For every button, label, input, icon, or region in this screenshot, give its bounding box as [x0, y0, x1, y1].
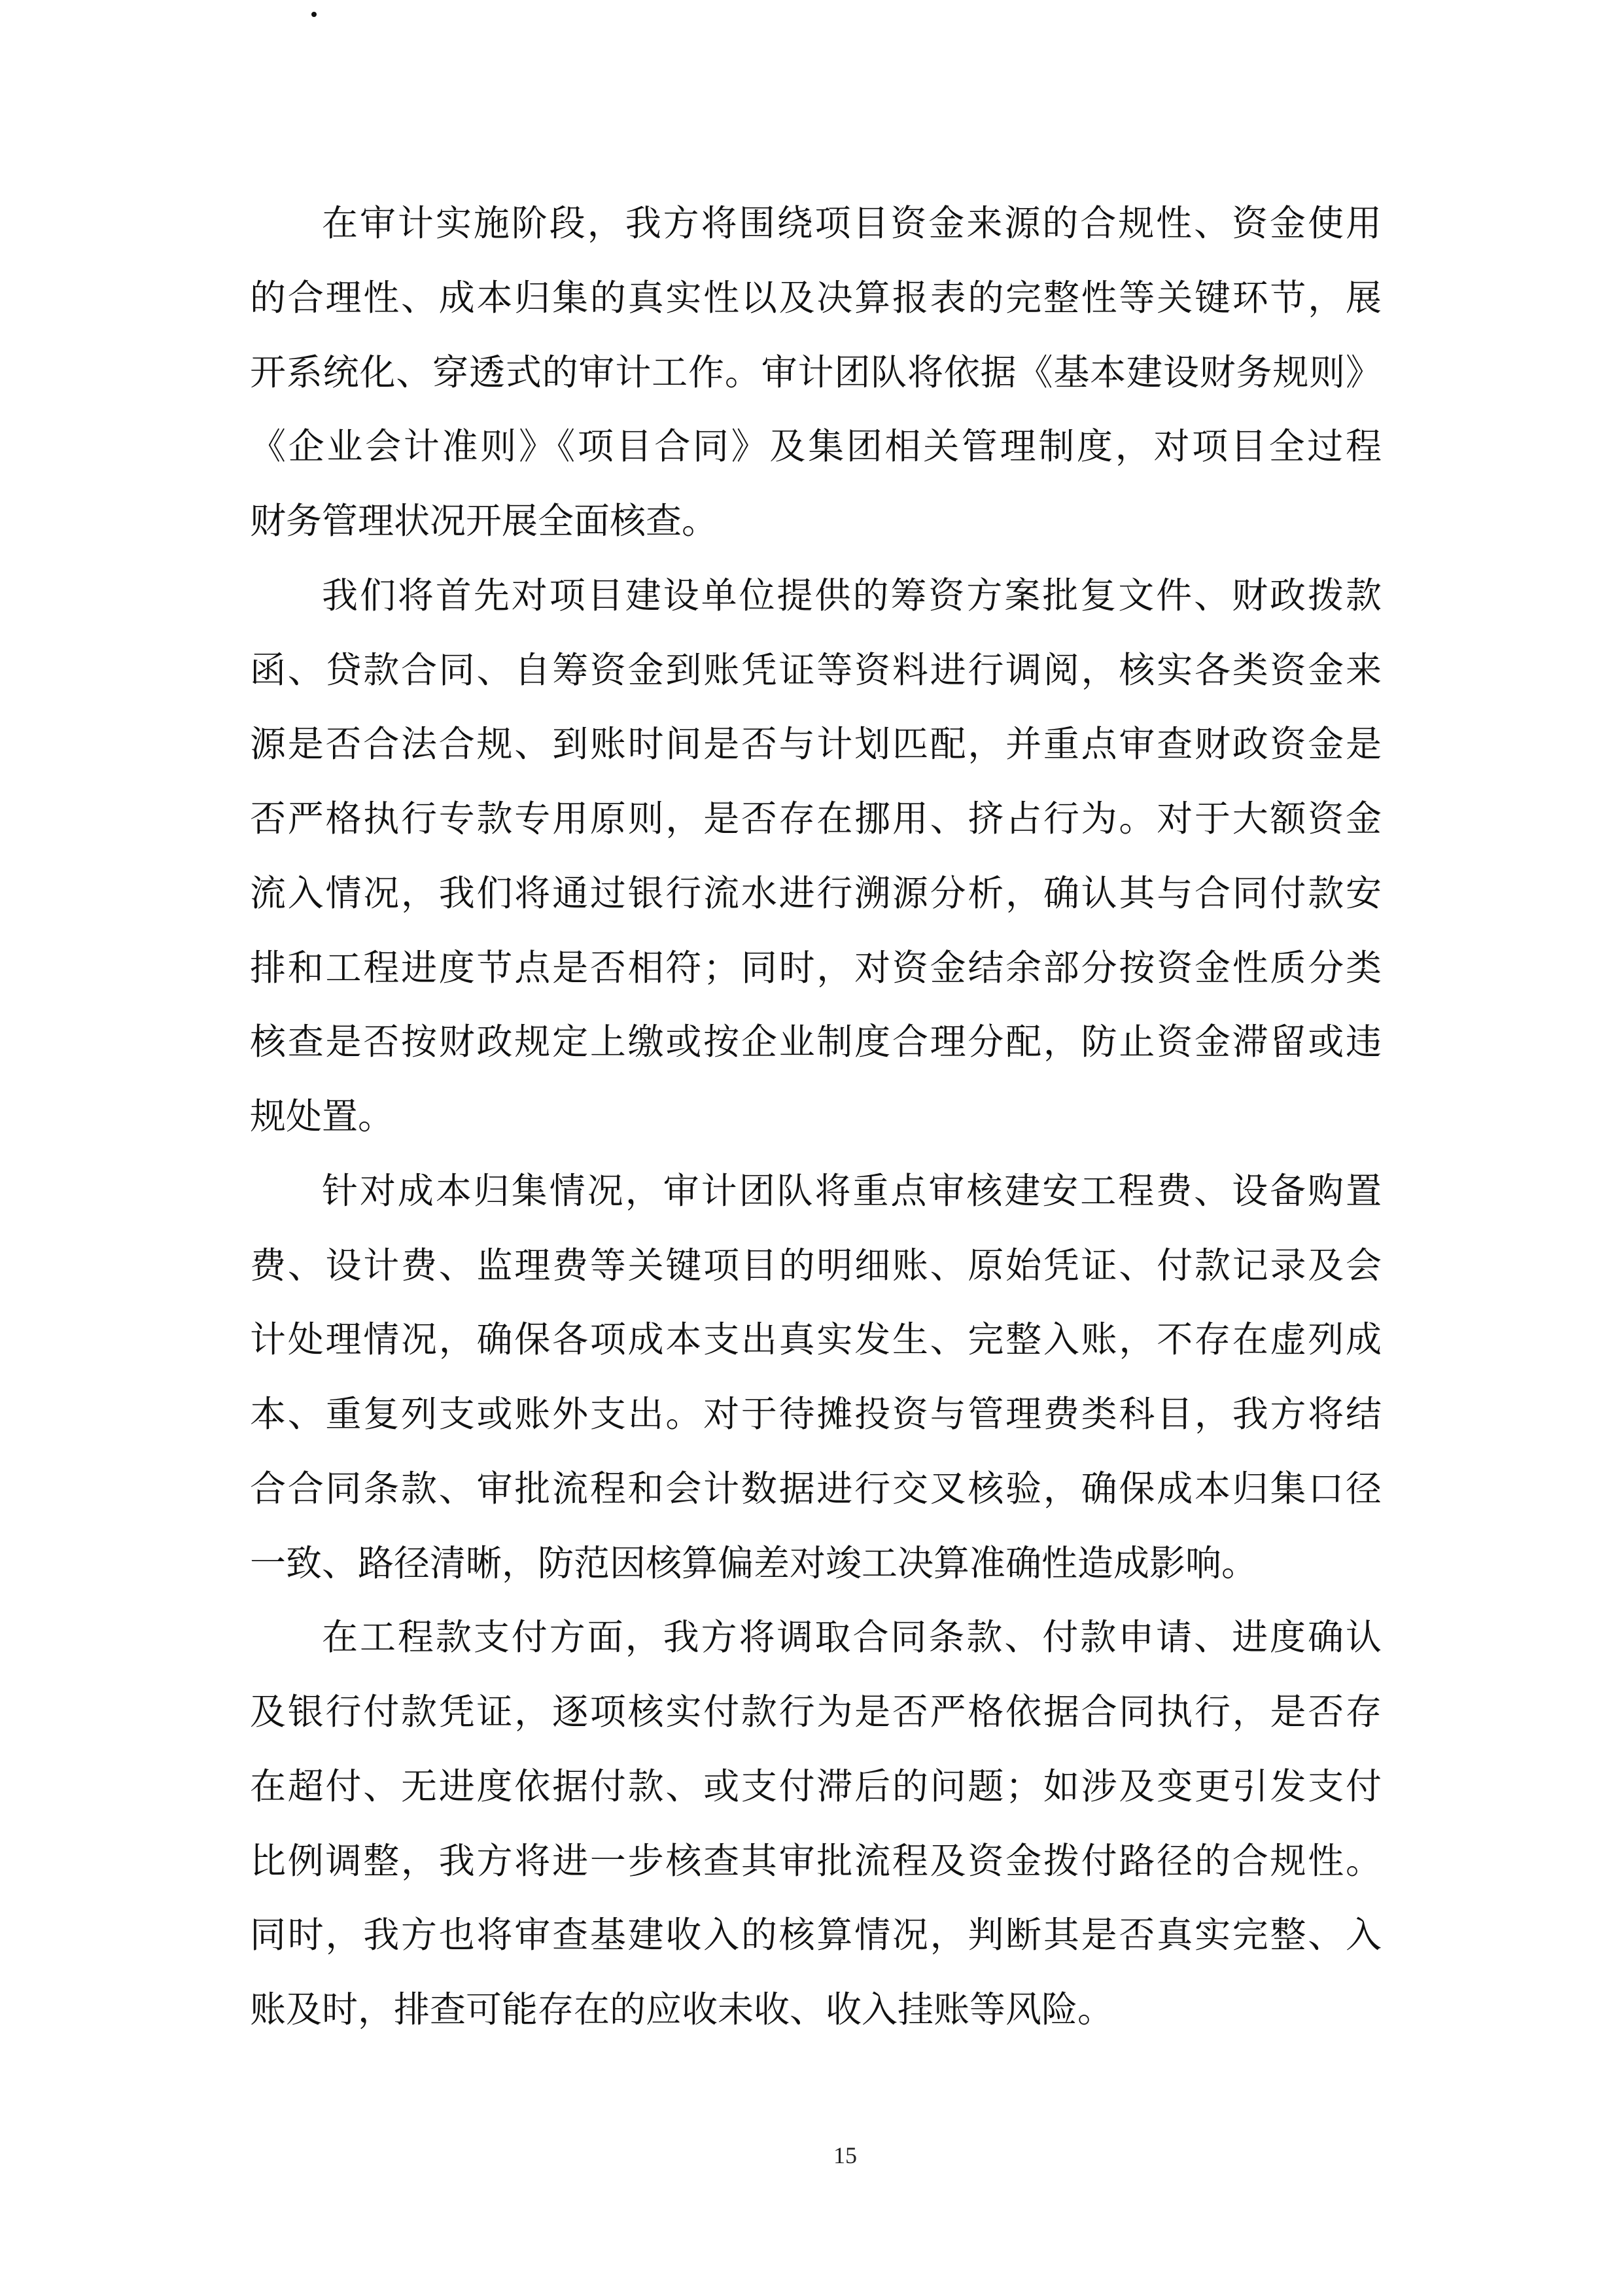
text-line: 财务管理状况开展全面核查。	[250, 500, 718, 542]
text-line: 在超付、无进度依据付款、或支付滞后的问题；如涉及变更引发支付	[250, 1765, 1382, 1807]
paragraph-project-payment-review	[250, 1600, 1382, 2047]
text-line: 费、设计费、监理费等关键项目的明细账、原始凭证、付款记录及会	[250, 1244, 1382, 1286]
body-text	[250, 186, 1382, 2047]
text-line: 在审计实施阶段，我方将围绕项目资金来源的合规性、资金使用	[322, 202, 1382, 244]
text-line: 及银行付款凭证，逐项核实付款行为是否严格依据合同执行，是否存	[250, 1691, 1382, 1733]
text-line: 否严格执行专款专用原则，是否存在挪用、挤占行为。对于大额资金	[250, 798, 1382, 839]
text-line: 合合同条款、审批流程和会计数据进行交叉核验，确保成本归集口径	[250, 1467, 1382, 1510]
text-line: 我们将首先对项目建设单位提供的筹资方案批复文件、财政拨款	[322, 574, 1382, 616]
text-line: 源是否合法合规、到账时间是否与计划匹配，并重点审查财政资金是	[250, 723, 1382, 766]
stray-dot-mark	[311, 12, 317, 17]
text-line: 在工程款支付方面，我方将调取合同条款、付款申请、进度确认	[322, 1616, 1382, 1659]
page-number: 15	[833, 2142, 857, 2168]
text-line: 开系统化、穿透式的审计工作。审计团队将依据《基本建设财务规则》	[250, 351, 1382, 393]
text-line: 流入情况，我们将通过银行流水进行溯源分析，确认其与合同付款安	[250, 872, 1382, 914]
text-line: 《企业会计准则》《项目合同》及集团相关管理制度，对项目全过程	[250, 425, 1382, 468]
text-line: 账及时，排查可能存在的应收未收、收入挂账等风险。	[250, 1988, 1114, 2030]
paragraph-audit-implementation-stage	[250, 186, 1382, 559]
text-line: 同时，我方也将审查基建收入的核算情况，判断其是否真实完整、入	[250, 1914, 1382, 1956]
text-line: 函、贷款合同、自筹资金到账凭证等资料进行调阅，核实各类资金来	[250, 648, 1382, 691]
paragraph-fund-source-review	[250, 559, 1382, 1154]
text-line: 计处理情况，确保各项成本支出真实发生、完整入账，不存在虚列成	[250, 1318, 1382, 1361]
text-line: 比例调整，我方将进一步核查其审批流程及资金拨付路径的合规性。	[250, 1839, 1382, 1882]
text-line: 针对成本归集情况，审计团队将重点审核建安工程费、设备购置	[322, 1169, 1382, 1212]
text-line: 的合理性、成本归集的真实性以及决算报表的完整性等关键环节，展	[250, 276, 1382, 319]
text-line: 排和工程进度节点是否相符；同时，对资金结余部分按资金性质分类	[250, 946, 1382, 989]
text-line: 规处置。	[250, 1095, 394, 1137]
text-line: 一致、路径清晰，防范因核算偏差对竣工决算准确性造成影响。	[250, 1542, 1258, 1584]
paragraph-cost-collection-review	[250, 1154, 1382, 1601]
text-line: 本、重复列支或账外支出。对于待摊投资与管理费类科目，我方将结	[250, 1393, 1382, 1435]
text-line: 核查是否按财政规定上缴或按企业制度合理分配，防止资金滞留或违	[250, 1021, 1382, 1063]
